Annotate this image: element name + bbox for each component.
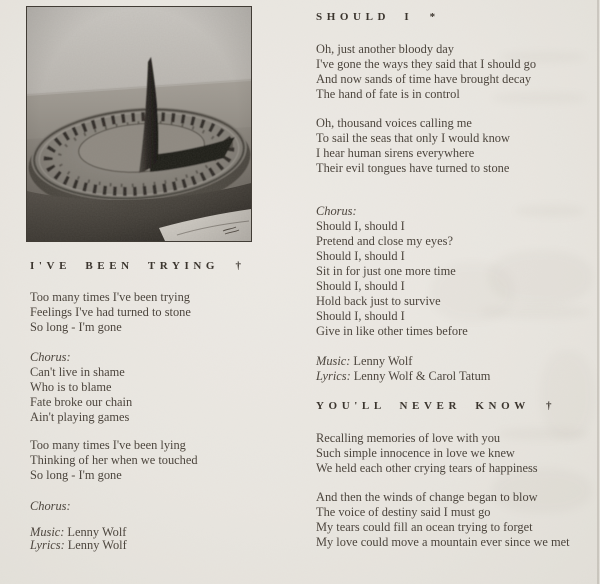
lyric-line: I've gone the ways they said that I should go	[316, 57, 537, 71]
lyric-line: My tears could fill an ocean trying to forget	[316, 520, 533, 534]
lyrics-value: Lenny Wolf	[67, 538, 127, 552]
lyric-line: Too many times I've been lying	[30, 438, 186, 452]
music-value: Lenny Wolf	[353, 354, 413, 368]
lyric-line: Their evil tongues have turned to stone	[316, 161, 510, 175]
lyric-line: Who is to blame	[30, 380, 112, 394]
lyric-line: Oh, just another bloody day	[316, 42, 454, 56]
lyric-line: I hear human sirens everywhere	[316, 146, 475, 160]
lyric-line: Should I, should I	[316, 249, 405, 263]
lyrics-label: Lyrics:	[30, 538, 65, 552]
lyric-line: So long - I'm gone	[30, 320, 122, 334]
stanza	[316, 490, 600, 550]
stanza	[316, 431, 600, 476]
lyric-line: Should I, should I	[316, 219, 405, 233]
stanza	[316, 42, 600, 102]
chorus-label: Chorus:	[316, 204, 357, 218]
lyric-line: So long - I'm gone	[30, 468, 122, 482]
dagger-footnote-mark: †	[235, 260, 241, 272]
lyric-line: Such simple innocence in love we knew	[316, 446, 515, 460]
credits	[316, 354, 600, 384]
lyrics-credit	[316, 369, 600, 384]
lyric-line: Hold back just to survive	[316, 294, 441, 308]
lyric-line: And now sands of time have brought decay	[316, 72, 532, 86]
credits	[30, 526, 320, 552]
lyric-line: To sail the seas that only I would know	[316, 131, 510, 145]
lyric-line: And then the winds of change began to blow	[316, 490, 538, 504]
dagger-footnote-mark: †	[546, 400, 552, 412]
lyric-line: Can't live in shame	[30, 365, 125, 379]
stanza	[30, 438, 320, 483]
lyric-line: Should I, should I	[316, 309, 405, 323]
song-title-ive-been-trying	[30, 260, 241, 273]
lyrics-value: Lenny Wolf & Carol Tatum	[353, 369, 491, 383]
lyric-line: Fate broke our chain	[30, 395, 133, 409]
music-credit	[316, 354, 600, 369]
chorus-reprise	[30, 499, 320, 514]
song-title-should-i	[316, 11, 435, 24]
lyric-line: Feelings I've had turned to stone	[30, 305, 191, 319]
lyrics-credit	[30, 539, 320, 552]
lyric-line: Pretend and close my eyes?	[316, 234, 453, 248]
chorus-label: Chorus:	[30, 499, 71, 513]
music-label: Music:	[30, 525, 65, 539]
song-title-youll-never-know	[316, 400, 552, 413]
lyric-line: We held each other crying tears of happiness	[316, 461, 538, 475]
lyric-line: The hand of fate is in control	[316, 87, 460, 101]
stanza	[316, 116, 600, 176]
lyric-line: Oh, thousand voices calling me	[316, 116, 472, 130]
lyric-line: Thinking of her when we touched	[30, 453, 198, 467]
lyrics-label: Lyrics:	[316, 369, 351, 383]
song-title-text: SHOULD I	[316, 11, 414, 23]
music-label: Music:	[316, 354, 351, 368]
song-title-text: I'VE BEEN TRYING	[30, 260, 220, 272]
lyric-line: Ain't playing games	[30, 410, 130, 424]
chorus-block	[30, 350, 320, 425]
lyric-line: My love could move a mountain ever since we met	[316, 535, 570, 549]
chorus-block	[316, 204, 600, 339]
lyric-line: Recalling memories of love with you	[316, 431, 501, 445]
lyric-line: Too many times I've been trying	[30, 290, 190, 304]
lyric-line: Sit in for just one more time	[316, 264, 456, 278]
lyric-line: Give in like other times before	[316, 324, 468, 338]
music-value: Lenny Wolf	[67, 525, 127, 539]
song-title-text: YOU'LL NEVER KNOW	[316, 400, 530, 412]
chorus-label: Chorus:	[30, 350, 71, 364]
sundial-photo	[26, 6, 252, 242]
asterisk-footnote-mark: *	[429, 11, 436, 23]
stanza	[30, 290, 320, 335]
lyric-line: The voice of destiny said I must go	[316, 505, 491, 519]
sundial-illustration	[27, 7, 251, 241]
lyric-line: Should I, should I	[316, 279, 405, 293]
